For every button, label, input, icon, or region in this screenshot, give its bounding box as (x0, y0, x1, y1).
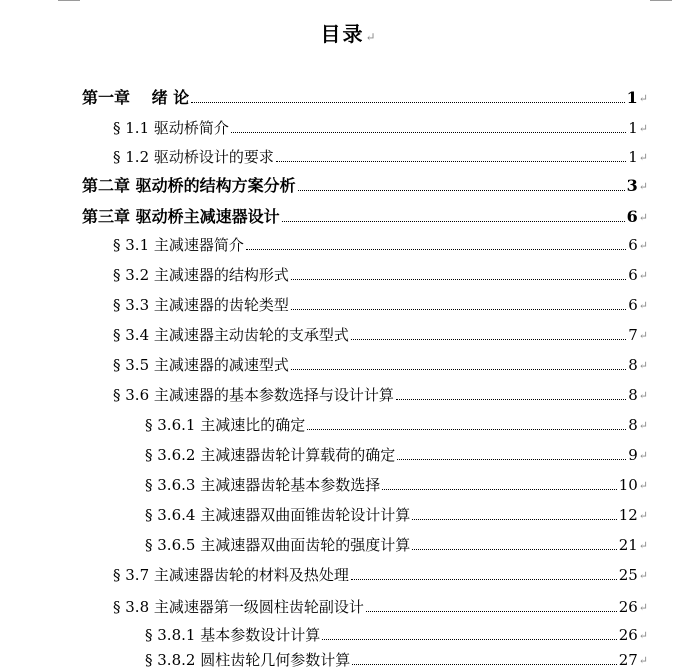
toc-dot-leader (322, 639, 616, 640)
toc-entry-label: § 3.6.1 主减速比的确定 (145, 416, 306, 434)
toc-page-number: 1 (628, 148, 638, 166)
paragraph-mark-icon: ↵ (638, 569, 648, 582)
paragraph-mark-icon: ↵ (638, 92, 648, 105)
toc-dot-leader (282, 221, 625, 222)
toc-dot-leader (351, 339, 626, 340)
toc-entry-label: § 3.8.2 圆柱齿轮几何参数计算 (145, 651, 351, 669)
toc-page-number: 26 (618, 598, 638, 616)
paragraph-mark-icon: ↵ (638, 449, 648, 462)
toc-page-number: 8 (628, 356, 638, 374)
toc-dot-leader (191, 102, 624, 103)
toc-page-number: 3 (626, 176, 638, 195)
toc-page-number: 8 (628, 416, 638, 434)
toc-dot-leader (412, 549, 616, 550)
document-title (0, 18, 698, 47)
paragraph-mark-icon: ↵ (638, 122, 648, 135)
toc-dot-leader (382, 489, 616, 490)
toc-dot-leader (291, 309, 626, 310)
paragraph-mark-icon: ↵ (638, 539, 648, 552)
paragraph-mark-icon: ↵ (638, 269, 648, 282)
toc-page-number: 6 (628, 236, 638, 254)
toc-entry-label: § 3.6.3 主减速器齿轮基本参数选择 (145, 476, 381, 494)
paragraph-mark-icon: ↵ (638, 359, 648, 372)
toc-dot-leader (231, 132, 626, 133)
toc-entry-label: § 3.6.5 主减速器双曲面齿轮的强度计算 (145, 536, 411, 554)
toc-entry[interactable] (82, 172, 648, 196)
toc-entry-label: § 3.6.4 主减速器双曲面锥齿轮设计计算 (145, 506, 411, 524)
paragraph-mark-icon: ↵ (638, 629, 648, 642)
paragraph-mark-icon: ↵ (638, 180, 648, 193)
toc-page-number: 6 (628, 296, 638, 314)
toc-entry[interactable] (113, 351, 648, 375)
toc-entry-label: 第一章 绪 论 (82, 88, 190, 107)
toc-entry[interactable] (82, 203, 648, 227)
paragraph-mark-icon: ↵ (638, 151, 648, 164)
toc-entry-label: 第三章 驱动桥主减速器设计 (82, 207, 280, 226)
toc-entry-label: § 3.3 主减速器的齿轮类型 (113, 296, 289, 314)
toc-entry[interactable] (113, 561, 648, 585)
toc-entry-label: 第二章 驱动桥的结构方案分析 (82, 176, 296, 195)
toc-page-number: 1 (628, 119, 638, 137)
title-text: 目录 (320, 22, 365, 46)
toc-dot-leader (291, 279, 626, 280)
toc-page-number: 10 (618, 476, 638, 494)
toc-entry[interactable] (113, 143, 648, 167)
toc-dot-leader (298, 190, 625, 191)
paragraph-mark-icon: ↵ (638, 479, 648, 492)
toc-dot-leader (397, 459, 626, 460)
toc-dot-leader (366, 611, 617, 612)
toc-dot-leader (351, 579, 617, 580)
toc-entry[interactable] (145, 531, 648, 555)
toc-dot-leader (412, 519, 616, 520)
toc-page-number: 8 (628, 386, 638, 404)
paragraph-mark-icon: ↵ (638, 419, 648, 432)
toc-dot-leader (291, 369, 626, 370)
toc-page-number: 27 (618, 651, 638, 669)
paragraph-mark-icon: ↵ (638, 299, 648, 312)
toc-entry-label: § 3.6.2 主减速器齿轮计算载荷的确定 (145, 446, 396, 464)
toc-entry-label: § 3.6 主减速器的基本参数选择与设计计算 (113, 386, 394, 404)
toc-entry[interactable] (113, 261, 648, 285)
paragraph-mark-icon: ↵ (638, 329, 648, 342)
toc-entry-label: § 3.8 主减速器第一级圆柱齿轮副设计 (113, 598, 364, 616)
toc-entry[interactable] (145, 646, 648, 670)
toc-page-number: 9 (628, 446, 638, 464)
paragraph-mark-icon: ↵ (365, 30, 378, 44)
page-corner-mark-right (650, 0, 672, 1)
toc-entry-label: § 1.1 驱动桥简介 (113, 119, 229, 137)
toc-entry-label: § 3.7 主减速器齿轮的材料及热处理 (113, 566, 349, 584)
paragraph-mark-icon: ↵ (638, 211, 648, 224)
toc-page-number: 6 (626, 207, 638, 226)
toc-entry-label: § 1.2 驱动桥设计的要求 (113, 148, 274, 166)
page-corner-mark-left (58, 0, 80, 1)
toc-entry[interactable] (145, 441, 648, 465)
toc-dot-leader (307, 429, 626, 430)
toc-entry[interactable] (113, 321, 648, 345)
toc-page-number: 21 (618, 536, 638, 554)
toc-page-number: 6 (628, 266, 638, 284)
toc-entry[interactable] (113, 381, 648, 405)
toc-entry-label: § 3.8.1 基本参数设计计算 (145, 626, 321, 644)
toc-dot-leader (352, 664, 616, 665)
toc-page-number: 7 (628, 326, 638, 344)
paragraph-mark-icon: ↵ (638, 601, 648, 614)
toc-entry-label: § 3.4 主减速器主动齿轮的支承型式 (113, 326, 349, 344)
paragraph-mark-icon: ↵ (638, 509, 648, 522)
toc-page-number: 12 (618, 506, 638, 524)
toc-entry[interactable] (145, 471, 648, 495)
toc-entry-label: § 3.2 主减速器的结构形式 (113, 266, 289, 284)
paragraph-mark-icon: ↵ (638, 239, 648, 252)
toc-entry[interactable] (82, 84, 648, 108)
toc-page-number: 25 (618, 566, 638, 584)
toc-entry[interactable] (113, 231, 648, 255)
toc-entry-label: § 3.5 主减速器的减速型式 (113, 356, 289, 374)
toc-entry[interactable] (113, 593, 648, 617)
toc-entry[interactable] (113, 291, 648, 315)
paragraph-mark-icon: ↵ (638, 389, 648, 402)
toc-page-number: 1 (626, 88, 638, 107)
toc-entry[interactable] (145, 621, 648, 645)
toc-entry[interactable] (145, 501, 648, 525)
toc-dot-leader (246, 249, 626, 250)
toc-entry[interactable] (145, 411, 648, 435)
paragraph-mark-icon: ↵ (638, 654, 648, 667)
toc-dot-leader (276, 161, 626, 162)
toc-dot-leader (396, 399, 626, 400)
toc-entry[interactable] (113, 114, 648, 138)
toc-entry-label: § 3.1 主减速器简介 (113, 236, 244, 254)
toc-page-number: 26 (618, 626, 638, 644)
